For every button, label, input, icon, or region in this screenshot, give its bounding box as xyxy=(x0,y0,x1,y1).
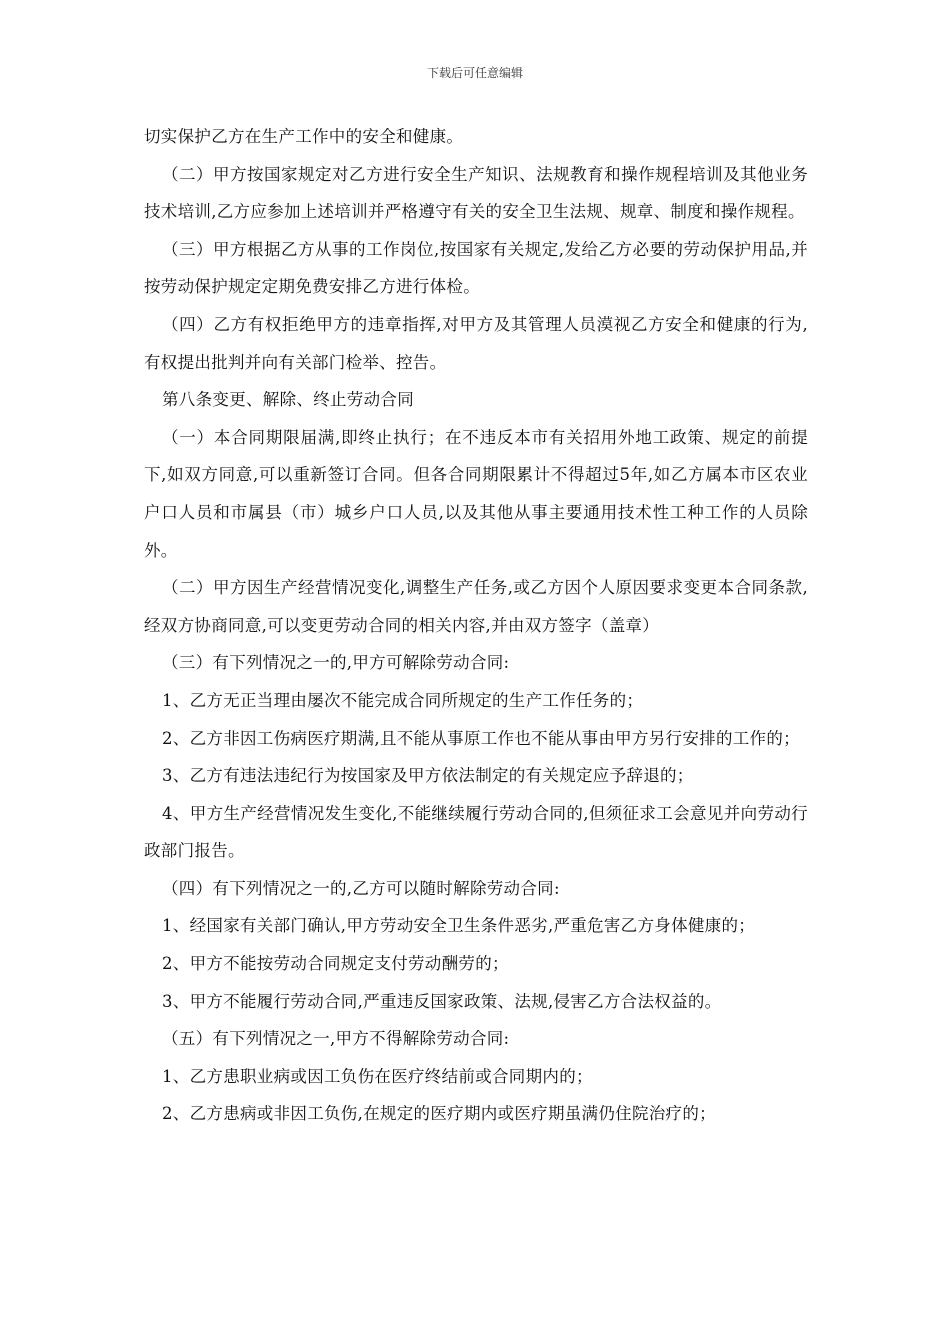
paragraph: （三）有下列情况之一的,甲方可解除劳动合同: xyxy=(162,653,510,673)
list-item: 3、乙方有违法违纪行为按国家及甲方依法制定的有关规定应予辞退的； xyxy=(162,766,694,786)
document-body xyxy=(144,118,808,1133)
list-item: 4、甲方生产经营情况发生变化,不能继续履行劳动合同的,但须征求工会意见并向劳动行政部门报告。 xyxy=(144,803,808,861)
page-header-note: 下载后可任意编辑 xyxy=(426,66,523,80)
list-item: 2、乙方非因工伤病医疗期满,且不能从事原工作也不能从事由甲方另行安排的工作的； xyxy=(162,728,800,748)
paragraph: 切实保护乙方在生产工作中的安全和健康。 xyxy=(144,127,464,146)
list-item: 3、甲方不能履行劳动合同,严重违反国家政策、法规,侵害乙方合法权益的。 xyxy=(162,991,722,1011)
list-item: 2、乙方患病或非因工负伤,在规定的医疗期内或医疗期虽满仍住院治疗的； xyxy=(162,1104,716,1124)
paragraph: （二）甲方因生产经营情况变化,调整生产任务,或乙方因个人原因要求变更本合同条款,经双方协商同意,可以变更劳动合同的相关内容,并由双方签字（盖章） xyxy=(144,578,808,635)
list-item: 2、甲方不能按劳动合同规定支付劳动酬劳的； xyxy=(162,954,509,974)
list-item: 1、经国家有关部门确认,甲方劳动安全卫生条件恶劣,严重危害乙方身体健康的； xyxy=(162,916,756,936)
paragraph: （一）本合同期限届满,即终止执行；在不违反本市有关招用外地工政策、规定的前提下,如双方同意,可以重新签订合同。但各合同期限累计不得超过5年,如乙方属本市区农业户口人员和市属县（市）城乡户口人员,以及其他从事主要通用技术性工种工作的人员除外。 xyxy=(144,427,808,560)
paragraph: （四）乙方有权拒绝甲方的违章指挥,对甲方及其管理人员漠视乙方安全和健康的行为,有权提出批判并向有关部门检举、控告。 xyxy=(144,314,808,372)
paragraph: （五）有下列情况之一,甲方不得解除劳动合同: xyxy=(162,1029,510,1049)
list-item: 1、乙方无正当理由屡次不能完成合同所规定的生产工作任务的； xyxy=(162,690,644,710)
paragraph: （三）甲方根据乙方从事的工作岗位,按国家有关规定,发给乙方必要的劳动保护用品,并按劳动保护规定定期免费安排乙方进行体检。 xyxy=(144,239,808,297)
paragraph: （四）有下列情况之一的,乙方可以随时解除劳动合同: xyxy=(162,878,560,898)
paragraph: （二）甲方按国家规定对乙方进行安全生产知识、法规教育和操作规程培训及其他业务技术培训,乙方应参加上述培训并严格遵守有关的安全卫生法规、规章、制度和操作规程。 xyxy=(144,164,808,222)
article-heading: 第八条变更、解除、终止劳动合同 xyxy=(162,390,414,410)
list-item: 1、乙方患职业病或因工负伤在医疗终结前或合同期内的； xyxy=(162,1066,593,1086)
